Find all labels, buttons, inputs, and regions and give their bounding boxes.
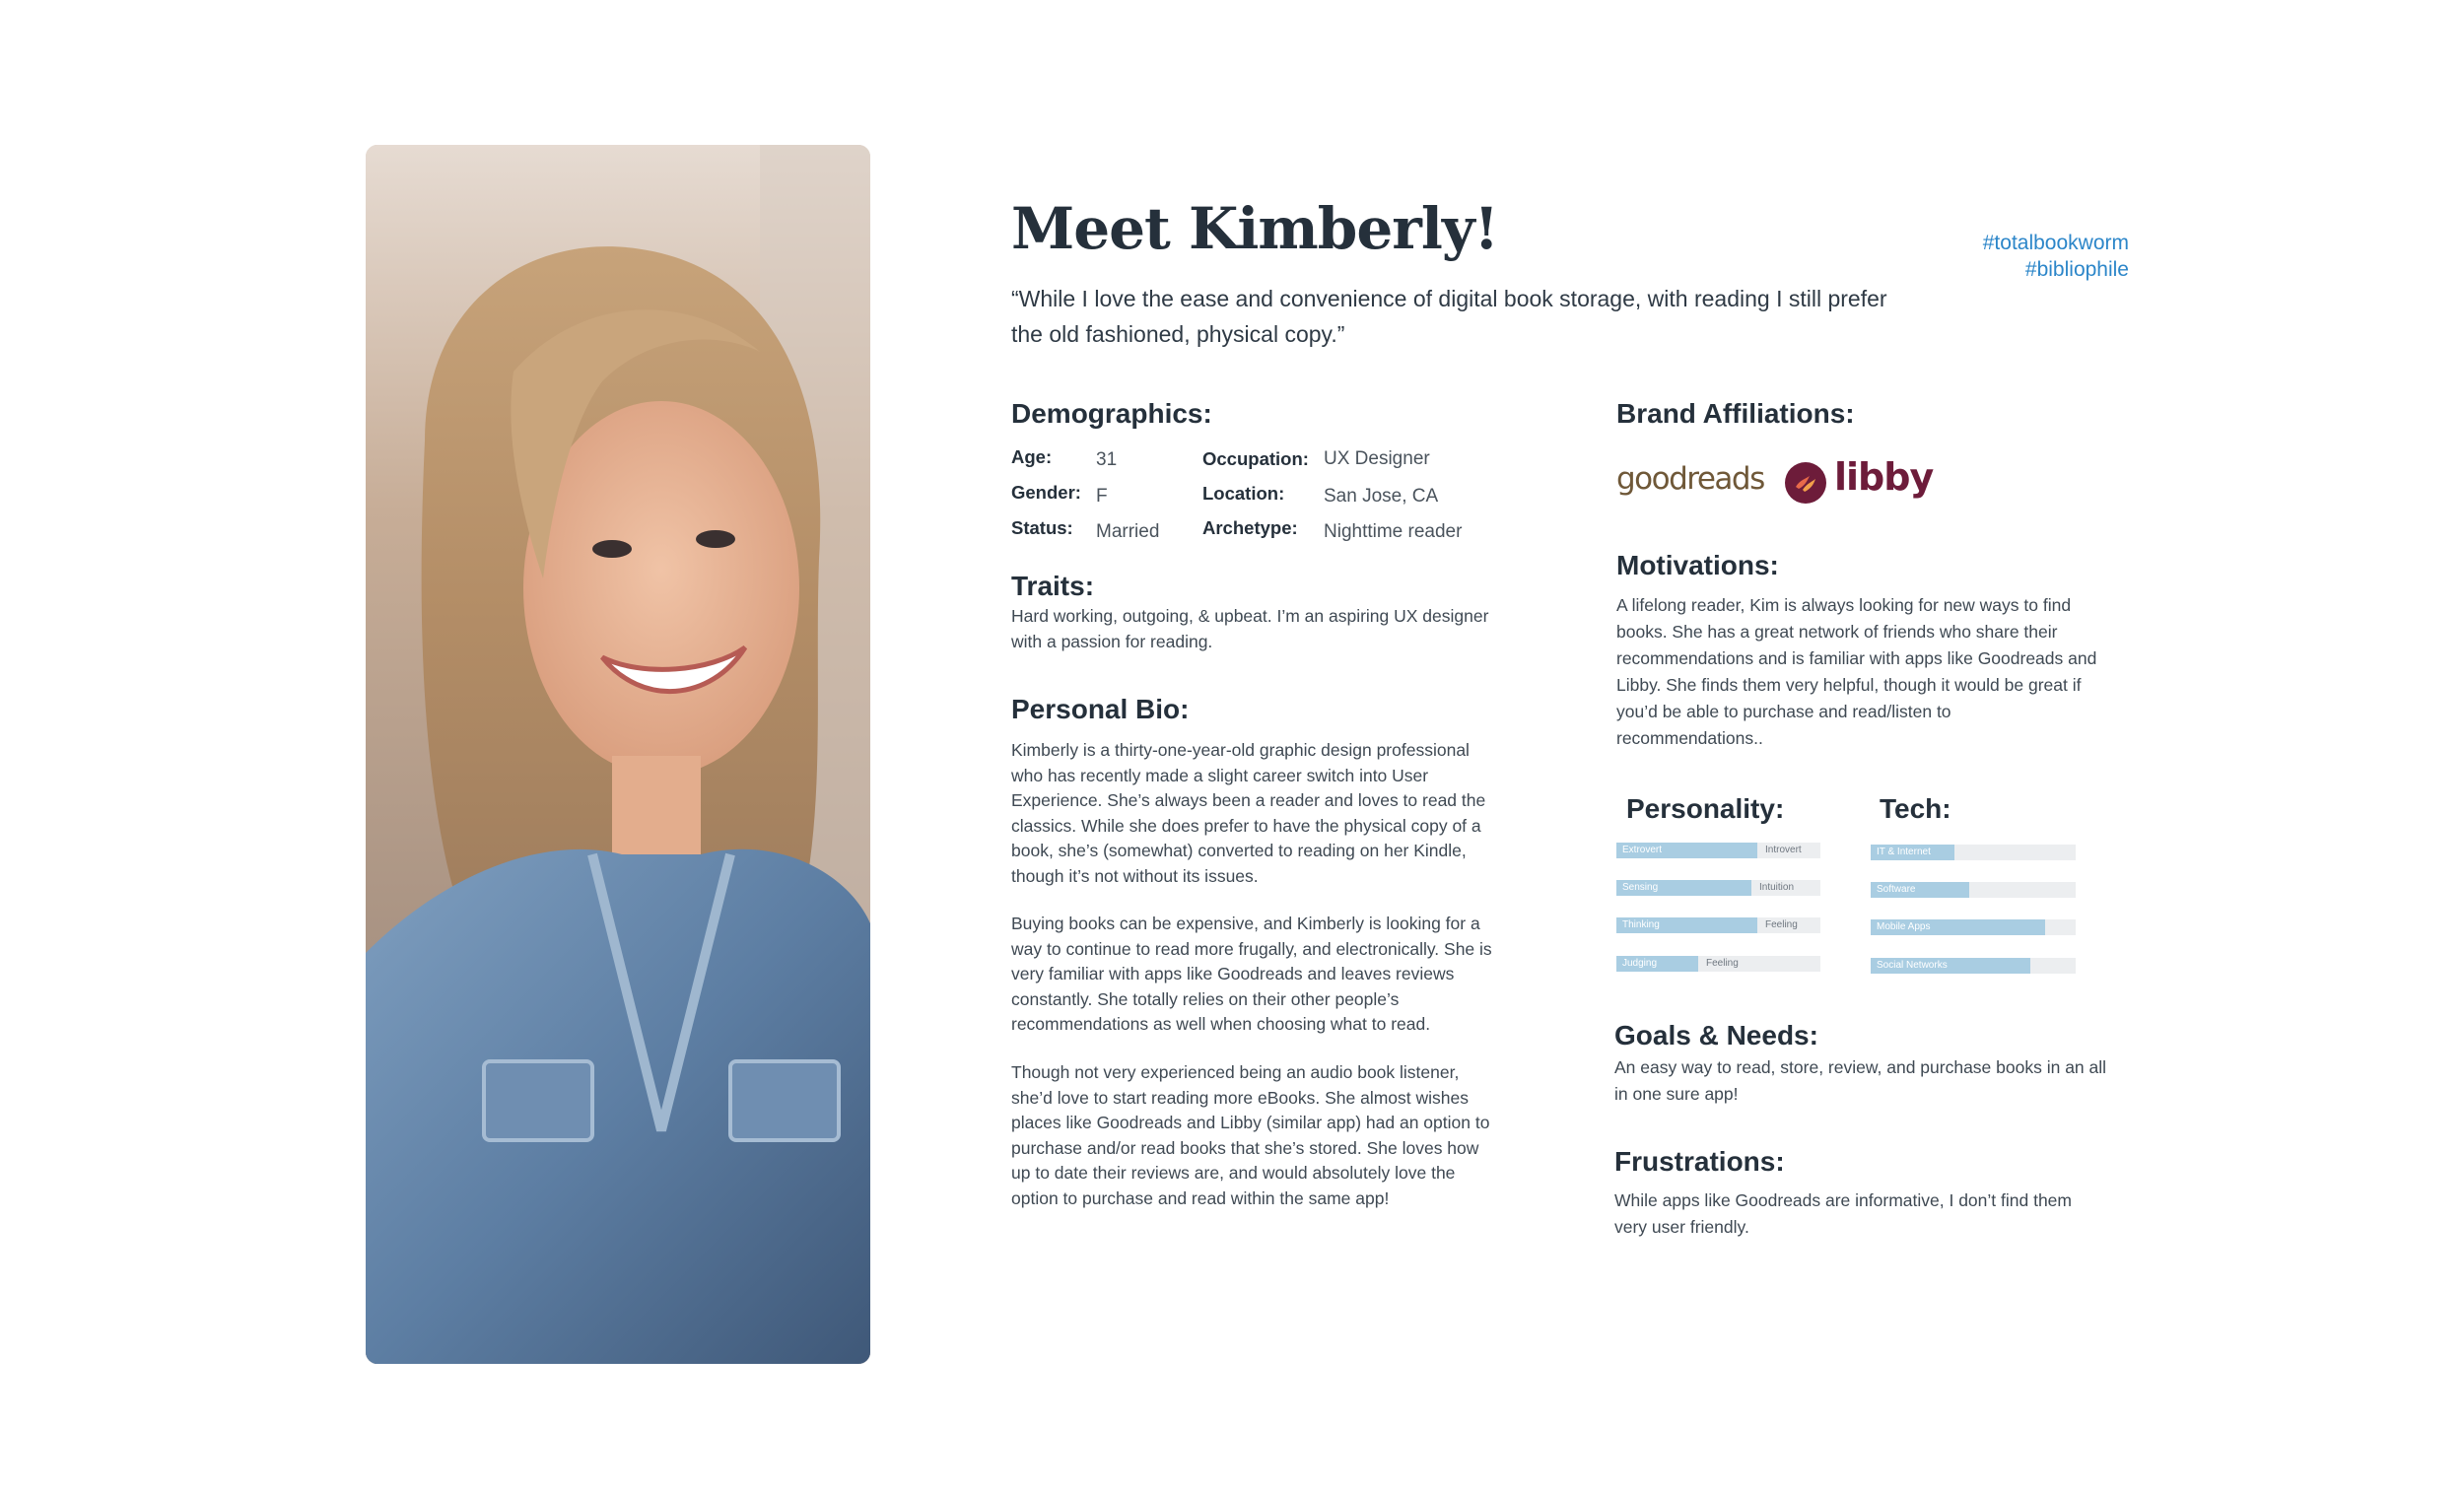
demo-value: UX Designer [1324, 448, 1430, 469]
personality-bar-right-label: Introvert [1765, 845, 1802, 855]
hashtag-totalbookworm: #totalbookworm [1982, 232, 2129, 254]
bio-paragraph-1: Kimberly is a thirty-one-year-old graphic design professional who has recently made a slight career switch into User Experience. She’s always been a reader and loves to read the classics. While she does prefer to have the physical copy of a book, she’s (somewhat) converted to reading on her Kindle, though it’s not without its issues. [1011, 740, 1486, 886]
tech-bar-label: Software [1877, 884, 1916, 895]
demo-label: Gender: [1011, 482, 1081, 503]
brands-heading: Brand Affiliations: [1616, 398, 1855, 429]
tech-bar [1871, 919, 2076, 935]
personality-bar-left-label: Judging [1622, 958, 1658, 969]
demo-status-value [1096, 520, 1159, 543]
persona-photo [366, 145, 870, 1364]
libby-logo-icon [1785, 462, 1826, 504]
hashtags [1983, 230, 2129, 283]
demo-status [1011, 517, 1073, 539]
bio-paragraph-3: Though not very experienced being an audio book listener, she’d love to start reading more eBooks. She almost wishes places like Goodreads and Libby (similar app) had an option to purchase and/or read books that she’s stored. She loves how up to date their reviews are, and would absolutely love the option to purchase and read within the same app! [1011, 1062, 1490, 1208]
demo-label: Location: [1202, 483, 1285, 504]
demo-label: Age: [1011, 446, 1053, 467]
tech-bar-label: IT & Internet [1877, 847, 1931, 857]
goals-heading: Goals & Needs: [1614, 1020, 1818, 1050]
page-title: Meet Kimberly! [1011, 195, 1499, 262]
personality-bar-right-label: Feeling [1706, 958, 1739, 969]
demo-value: 31 [1096, 449, 1118, 470]
bio-paragraph-2: Buying books can be expensive, and Kimberly is looking for a way to continue to read more frugally, and electronically. She is very familiar with apps like Goodreads and leaves reviews constantly. She totally relies on their other people’s recommendations as well when choosing what to read. [1011, 914, 1492, 1034]
demo-value: Married [1096, 521, 1160, 542]
tech-heading: Tech: [1880, 793, 1951, 824]
libby-logo: libby [1834, 455, 1934, 499]
demo-label: Archetype: [1202, 517, 1298, 538]
bio-heading: Personal Bio: [1011, 694, 1190, 724]
personality-bar-left-label: Thinking [1622, 919, 1660, 930]
frustrations-heading: Frustrations: [1614, 1146, 1785, 1177]
tech-bar [1871, 958, 2076, 974]
demographics-heading: Demographics: [1011, 398, 1212, 429]
personality-bar [1616, 956, 1820, 972]
demo-gender-value [1096, 485, 1108, 508]
demo-value: Nighttime reader [1324, 521, 1463, 542]
tech-bar-label: Mobile Apps [1877, 921, 1931, 932]
persona-photo-illustration [366, 145, 870, 1364]
personality-bar [1616, 843, 1820, 858]
tech-bar [1871, 882, 2076, 898]
personality-bar [1616, 880, 1820, 896]
demo-label: Occupation: [1202, 448, 1309, 469]
personality-bar-right-label: Intuition [1759, 882, 1795, 893]
goodreads-logo: goodreads [1616, 461, 1764, 497]
demo-archetype [1202, 517, 1298, 539]
tech-bar-label: Social Networks [1877, 960, 1948, 971]
demo-archetype-value [1324, 520, 1462, 543]
motivations-heading: Motivations: [1616, 550, 1779, 580]
motivations-text: A lifelong reader, Kim is always looking for new ways to find books. She has a great network of friends who share their recommendations and is familiar with apps like Goodreads and Libby. She finds them very helpful, though it would be great if you’d be able to purchase and read/listen to recommendations.. [1616, 595, 2097, 748]
personality-bar-left-label: Sensing [1622, 882, 1659, 893]
personality-bar [1616, 917, 1820, 933]
demo-age-value [1096, 448, 1117, 471]
goals-text: An easy way to read, store, review, and purchase books in an all in one sure app! [1614, 1057, 2107, 1104]
personality-bar-left-label: Extrovert [1622, 845, 1663, 855]
demo-label: Status: [1011, 517, 1073, 538]
demo-value: F [1096, 486, 1108, 507]
demo-occupation-value [1324, 447, 1430, 470]
demo-value: San Jose, CA [1324, 486, 1439, 507]
traits-heading: Traits: [1011, 571, 1095, 601]
hashtag-bibliophile: #bibliophile [2024, 258, 2129, 281]
demo-gender [1011, 482, 1081, 504]
demo-age [1011, 446, 1052, 468]
demo-occupation [1202, 448, 1309, 470]
persona-quote: “While I love the ease and convenience of digital book storage, with reading I still prefer the old fashioned, physical copy.” [1011, 286, 1887, 347]
personality-bar-right-label: Feeling [1765, 919, 1798, 930]
traits-text: Hard working, outgoing, & upbeat. I’m an aspiring UX designer with a passion for reading. [1011, 606, 1489, 651]
personality-heading: Personality: [1626, 793, 1785, 824]
demo-location [1202, 483, 1284, 505]
tech-bar [1871, 845, 2076, 860]
demo-location-value [1324, 485, 1438, 508]
frustrations-text: While apps like Goodreads are informative, I don’t find them very user friendly. [1614, 1190, 2072, 1237]
